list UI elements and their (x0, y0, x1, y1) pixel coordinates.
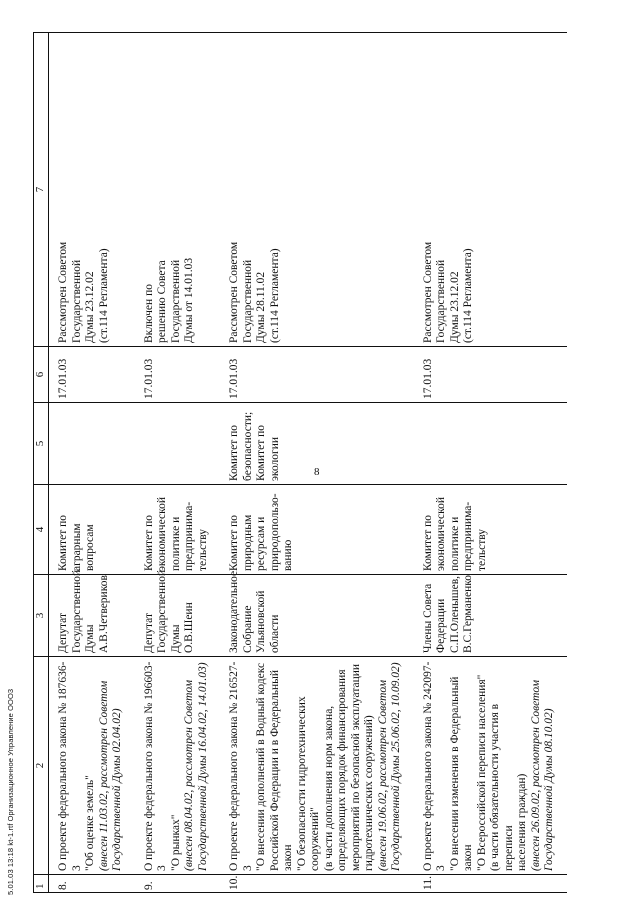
bill-title-cell (135, 657, 221, 875)
status-line: Рассмотрен Советом (228, 241, 240, 343)
bill-title-line: Российской Федерации и в Федеральный закон (268, 669, 294, 871)
bill-title-line: "О внесении изменения в Федеральный закон (448, 676, 474, 871)
row-number-cell: 10. (220, 875, 414, 893)
bill-title-cell (220, 657, 414, 875)
status-line: Думы 28.11.02 (255, 271, 267, 343)
initiator-line: Государственной (70, 569, 83, 653)
row-number-cell: 9. (135, 875, 221, 893)
responsible-committee-line: предпринима- (462, 501, 474, 571)
bill-title-line: "О рынках" (169, 814, 182, 871)
page-number: 8 (314, 466, 320, 478)
table-row (49, 33, 135, 893)
responsible-committee-line: Комитет по (142, 515, 155, 571)
initiator-line: Ульяновской области (255, 590, 281, 653)
bill-note-line: Государственной Думы 08.10.02) (543, 708, 555, 871)
co-committee-cell (135, 403, 221, 485)
responsible-committee-cell (220, 485, 414, 575)
status-line: Включен по (142, 284, 155, 343)
bill-note-line: Государственной Думы 16.04.02, 14.01.03) (196, 662, 209, 871)
status-line: Рассмотрен Советом (421, 241, 434, 343)
col-header-7: 7 (34, 33, 49, 347)
co-committee-line: экологии (268, 436, 281, 481)
responsible-committee-line: Комитет по (57, 515, 69, 571)
initiator-line: Депутат (142, 613, 155, 653)
initiator-line: В.С.Германенко (462, 574, 474, 653)
co-committee-line: Комитет по (255, 425, 267, 481)
initiator-line: А.В.Четвериков (97, 575, 110, 653)
responsible-committee-line: экономической (435, 497, 447, 571)
status-line: Государственной (435, 259, 447, 343)
initiator-line: Члены Совета (421, 583, 434, 653)
initiator-line: Думы (169, 624, 182, 653)
initiator-line: Думы (84, 624, 96, 653)
co-committee-line: безопасности; (241, 411, 254, 481)
bills-table (33, 32, 567, 893)
initiator-line: Депутат (57, 613, 69, 653)
initiator-cell (220, 570, 414, 657)
bill-title-cell (414, 657, 567, 875)
status-line: Думы от 14.01.03 (183, 257, 195, 343)
responsible-committee-line: аграрным (70, 523, 83, 571)
initiator-line: Государственной (156, 569, 168, 653)
initiator-cell (414, 575, 567, 657)
col-header-6: 6 (34, 347, 49, 403)
responsible-committee-cell (414, 485, 567, 575)
col-header-1: 1 (34, 875, 49, 893)
status-line: Государственной (70, 259, 83, 343)
responsible-committee-line: вопросам (84, 524, 96, 571)
status-line: решению Совета (156, 260, 168, 343)
responsible-committee-cell (49, 485, 135, 575)
status-line: (ст.114 Регламента) (268, 248, 281, 343)
responsible-committee-line: ванию (282, 539, 294, 571)
initiator-line: С.П.Оленышев, (448, 575, 461, 653)
bill-title-cell (49, 657, 135, 875)
co-committee-cell (414, 403, 567, 485)
date-cell: 17.01.03 (220, 347, 414, 403)
status-cell (135, 33, 221, 347)
bill-note-line: Государственной Думы 02.04.02) (111, 708, 123, 871)
responsible-committee-line: экономической (156, 497, 168, 571)
row-number-cell: 8. (49, 875, 135, 893)
responsible-committee-line: политике и (169, 516, 182, 571)
status-line: Думы 23.12.02 (84, 271, 96, 343)
bill-title-line: гидротехнических сооружений) (363, 715, 375, 871)
header-row (34, 33, 49, 893)
status-line: (ст.114 Регламента) (462, 248, 474, 343)
rotated-sheet (33, 33, 613, 893)
col-header-3: 3 (34, 575, 49, 657)
date-cell: 17.01.03 (49, 347, 135, 403)
bill-note-line: (внесен 11.03.02, рассмотрен Советом (97, 680, 110, 871)
bill-title-line: (в части дополнения норм закона, (322, 705, 335, 871)
col-header-4: 4 (34, 485, 49, 575)
responsible-committee-line: тельству (196, 528, 209, 571)
row-number-cell: 11. (414, 875, 567, 893)
bill-title-line: О проекте федерального закона № 242097-3 (421, 661, 447, 871)
status-line: Рассмотрен Советом (57, 241, 69, 343)
col-header-5: 5 (34, 403, 49, 485)
initiator-cell (135, 569, 221, 657)
co-committee-cell (220, 403, 414, 485)
bill-title-line: "О Всероссийской переписи населения" (475, 674, 488, 871)
date-cell: 17.01.03 (135, 347, 221, 403)
bill-title-line: О проекте федерального закона № 196603-3 (142, 661, 168, 871)
bill-title-line: "О безопасности гидротехнических (295, 696, 308, 871)
bill-title-line: населения граждан) (516, 773, 528, 871)
table-row (414, 33, 567, 893)
table-row (135, 33, 221, 893)
bill-title-line: (в части обязательности участия в переписи (489, 703, 515, 871)
status-line: Государственной (169, 259, 182, 343)
bill-title-line: определяющих порядок финансирования (336, 669, 348, 871)
responsible-committee-line: природным (241, 514, 254, 571)
bill-title-line: "О внесении дополнений в Водный кодекс (255, 662, 267, 871)
responsible-committee-line: природопользо- (268, 493, 281, 571)
status-cell (49, 33, 135, 347)
bill-note-line: (внесен 26.09.02, рассмотрен Советом (529, 679, 542, 871)
bill-title-line: О проекте федерального закона № 187636-3 (57, 661, 83, 871)
initiator-line: Собрание (241, 605, 254, 653)
responsible-committee-line: политике и (448, 516, 461, 571)
initiator-line: Законодательное (228, 570, 240, 653)
status-line: Думы 23.12.02 (448, 271, 461, 343)
responsible-committee-line: предпринима- (183, 501, 195, 571)
bill-title-line: сооружений" (309, 807, 321, 871)
co-committee-line: Комитет по (228, 425, 240, 481)
status-line: (ст.114 Регламента) (97, 248, 110, 343)
footer-text: 5.01.03 13:18 kt-1.rtf Организационное Управление ООО3 (6, 688, 15, 895)
bill-note-line: (внесен 08.04.02, рассмотрен Советом (183, 679, 195, 871)
responsible-committee-line: Комитет по (228, 515, 240, 571)
bill-title-line: О проекте федерального закона № 216527-3 (228, 661, 254, 871)
bill-title-line: "Об оценке земель" (84, 775, 96, 871)
status-cell (220, 33, 414, 347)
status-line: Государственной (241, 259, 254, 343)
bill-note-line: Государственной Думы 25.06.02, 10.09.02) (390, 662, 402, 871)
date-cell: 17.01.03 (414, 347, 567, 403)
status-cell (414, 33, 567, 347)
bill-title-line: мероприятий по безопасной эксплуатации (349, 663, 362, 871)
responsible-committee-line: тельству (475, 528, 488, 571)
co-committee-cell (49, 403, 135, 485)
initiator-line: Федерации (435, 598, 447, 653)
initiator-line: О.В.Шеин (183, 602, 195, 653)
responsible-committee-line: ресурсам и (255, 516, 267, 571)
col-header-2: 2 (34, 657, 49, 875)
bill-note-line: (внесен 19.06.02, рассмотрен Советом (376, 679, 389, 871)
table-row (220, 33, 414, 893)
responsible-committee-cell (135, 485, 221, 575)
responsible-committee-line: Комитет по (421, 515, 434, 571)
initiator-cell (49, 569, 135, 657)
